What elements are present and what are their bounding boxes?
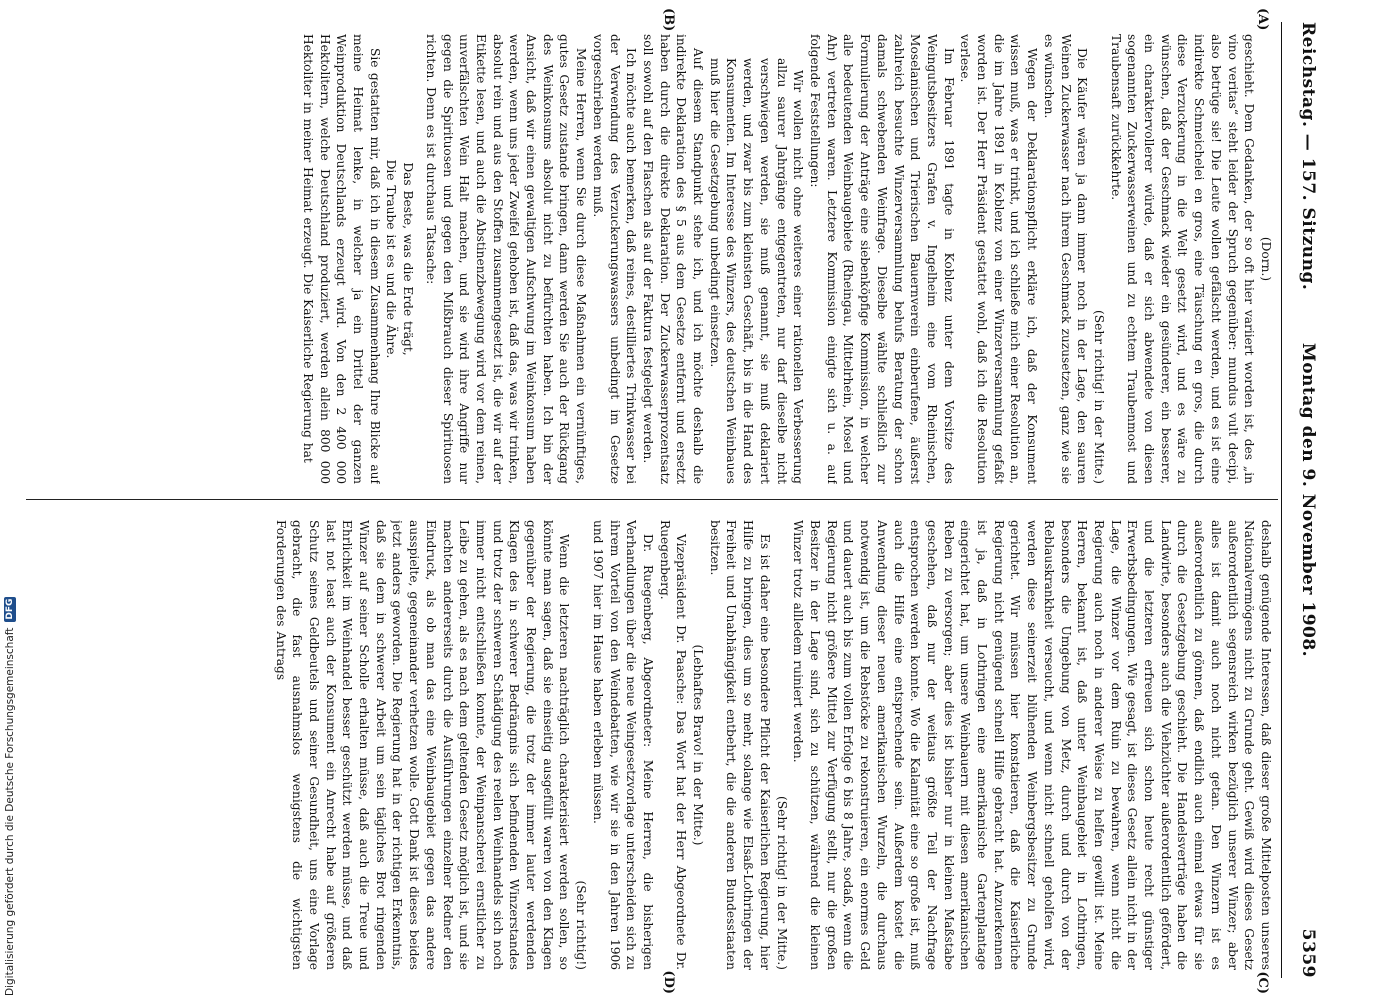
paragraph: Sie gestatten mir, daß ich in diesem Zusammenhang Ihre Blicke auf meine Heimat lenke, in welcher ja ein Drittel der ganzen Weinproduktion Deutschlands erzeugt wird. Von den 2 400 000 Hektolitern, welche Deutschland produziert, werden allein 800 000 Hektoliter in meiner Heimat erzeugt. Die Kaiserliche Regierung hat	[300, 34, 382, 484]
paragraph: Auf diesem Standpunkt stehe ich, und ich möchte deshalb die indirekte Deklaration des § 5 aus dem Gesetze entfernt und ersetzt haben durch die direkte Deklaration. Der Zuckerwasserprozentsatz soll sowohl auf den Flaschen als auf der Faktura festgelegt werden.	[640, 34, 706, 484]
column-divider	[26, 499, 1278, 500]
interjection: (Sehr richtig! in der Mitte.)	[1091, 310, 1106, 484]
paragraph: Die Käufer wären ja dann immer noch in der Lage, den sauren Weinen Zuckerwasser nach ihrem Geschmack zuzusetzen, ganz wie sie es wünschen.	[1041, 34, 1090, 484]
paragraph: Im Februar 1891 tagte in Koblenz unter dem Vorsitze des Weingutsbesitzers Grafen v. Ingelheim eine vom Rheinischen, Moselanischen und Trierischen Bauernverein einberufene, äußerst zahlreich besuchte Winzerversammlung behufs Beratung der schon damals schwebenden Weinfrage. Dieselbe wählte schließlich zur Formulierung der Anträge eine siebenköpfige Kommission, in welcher alle bedeutenden Weinbaugebiete (Rheingau, Mittelrhein, Mosel und Ahr) vertreten waren. Letztere Kommission einigte sich u. a. auf folgende Feststellungen:	[808, 34, 956, 484]
paragraph: Wenn die letzteren nachträglich charakterisiert werden sollen, so könnte man sagen, daß sie einseitig ausgefüllt waren von den Klagen gegenüber der Regierung, die trotz der immer lauter werdenden Klagen des in schwerer Bedrängnis sich befindenden Winzerstandes und trotz der schweren Schädigung des reellen Weinhandels sich noch immer nicht entschließen konnte, der Weinpanscherei ernstlicher zu Leibe zu gehen, als es nach dem geltenden Gesetz möglich ist, und sie machten andererseits durch die Ausführungen einzelner Redner den Eindruck, als ob man das eine Weinbaugebiet gegen das andere ausspielte, gegeneinander verhetzen wolle. Gott Dank ist dieses beides jetzt anders geworden. Die Regierung hat in der richtigen Erkenntnis, daß sie dem in schwerer Arbeit um sein tägliches Brot ringenden Winzer auf seiner Scholle erhalten müsse, daß auch die Treue und Ehrlichkeit im Weinhandel besser geschützt werden müsse, und daß last not least auch der Konsument ein Anrecht habe auf größeren Schutz seines Geldbeutels und seiner Gesundheit, uns eine Vorlage gebracht, die fast ausnahmslos wenigstens die wichtigsten Forderungen des Antrags	[273, 520, 572, 970]
paragraph: Meine Herren, wenn Sie durch diese Maßnahmen ein vernünftiges, gutes Gesetz zustande bringen, dann werden Sie auch der Rückgang des Weinkonsums absolut nicht zu befürchten haben. Ich bin der Ansicht, daß wir einen gewaltigen Aufschwung im Weinkonsum haben werden, wenn uns jeder Zweifel gehoben ist, daß das, was wir trinken, absolut rein und aus den Stoffen zusammengesetzt ist, die wir auf der Etikette lesen, und auch die Abstinenzbewegung wird vor dem reinen, unverfälschten Wein Halt machen, und sie wird ihre Angriffe nur gegen die Spirituosen und gegen den Mißbrauch dieser Spirituosen richten. Denn es ist durchaus Tatsache:	[423, 34, 589, 484]
interjection: (Dorn.)	[1259, 236, 1273, 282]
page-header	[1284, 22, 1318, 978]
right-column	[26, 520, 1274, 970]
header-date: Montag den 9. November 1908.	[1298, 342, 1318, 658]
header-left: Reichstag. — 157. Sitzung.	[1298, 22, 1318, 291]
paragraph: Es ist daher eine besondere Pflicht der Kaiserlichen Regierung, hier Hilfe zu bringen, dies um so mehr, solange wie Elsaß-Lothringen der Freiheit und Unabhängigkeit entbehrt, die die anderen Bundesstaaten besitzen.	[707, 520, 772, 970]
interjection: (Lebhaftes Bravo! in der Mitte.)	[691, 644, 706, 846]
page-number: 5359	[1298, 928, 1318, 978]
left-column	[26, 34, 1274, 484]
paragraph: deshalb genügende Interessen, daß dieser große Mittelposten unseres Nationalvermögens nicht zu Grunde geht. Gewiß wird dieses Gesetz außerordentlich segensreich wirken bezüglich unserer Winzer; aber alles ist damit auch noch nicht getan. Den Winzern ist es außerordentlich zu gönnen, daß endlich auch einmal etwas für sie durch die Gesetzgebung geschieht. Die Handelsverträge haben die Landwirte, besonders auch die Viehzüchter außerordentlich gefördert, und die letzteren erfreuen sich schon heute recht günstiger Erwerbsbedingungen. Wie gesagt, ist dieses Gesetz allein nicht in der Lage, die Winzer vor dem Ruin zu bewahren, wenn nicht die Regierung auch noch in anderer Weise zu helfen gewillt ist. Meine Herren, bekannt ist, daß unter Weinbaugebiet in Lothringen, besonders die Umgebung von Metz, durch und durch von der Reblauskrankheit verseucht, und wenn nicht schnell geholfen wird, werden diese seinerzeit blühenden Weinbergsbesitzer zu Grunde gerichtet. Wir müssen hier konstatieren, daß die Kaiserliche Regierung nicht genügend schnell Hilfe gebracht hat. Anzuerkennen ist ja, daß in Lothringen eine amerikanische Gartenplantage eingerichtet hat, um unsere Weinbauern mit diesen amerikanischen Reben zu versorgen; aber dies ist bisher nur in kleinen Maßstabe geschehen, daß nur der weitaus größte Teil der Nachfrage entsprochen werden konnte. Wo die Kalamität eine so große ist, muß auch die Hilfe eine entsprechende sein. Außerdem kostet die Anwendung dieser neuen amerikanischen Wurzeln, die durchaus notwendig ist, um die Rebstöcke zu rekonstruieren, ein enormes Geld und dauert auch bis zum vollen Erfolge 6 bis 8 Jahre, sodaß, wenn die Regierung nicht größere Mittel zur Verfügung stellt, nur die großen Besitzer in der Lage sind, sich zu schützen, während die kleinen Winzer trotz allledem ruiniert werden.	[791, 520, 1273, 970]
digitization-credit	[4, 597, 16, 996]
paragraph: Dr. Ruegenberg, Abgeordneter: Meine Herren, die bisherigen Verhandlungen über die neue Weingesetzvorlage unterscheiden sich zu ihrem Vorteil von den Weindebatten, wie wir sie in den Jahren 1906 und 1907 hier im Hause haben erleben müssen.	[590, 520, 655, 970]
paragraph: Ich möchte auch bemerken, daß reines, destilliertes Trinkwasser bei der Verwendung des Verzuckerungswassers unbedingt im Gesetze vorgeschrieben werden muß.	[590, 34, 639, 484]
paragraph: Vizepräsident Dr. Paasche: Das Wort hat der Herr Abgeordnete Dr. Ruegenberg.	[657, 520, 689, 970]
interjection: (Sehr richtig!)	[574, 880, 589, 970]
paragraph: geschieht. Dem Gedanken, der so oft hier variiert worden ist, des „in vino veritas“ steht leider der Spruch gegenüber: mundus vult decipi, also betrüge sie! Die Leute wollen gefälscht werden, und es ist eine indirekte Schmeichelei en gros, eine Täuschung en gros, die durch diese Verzuckerung in die Welt gesetzt wird, und es wäre zu wünschen, daß der Geschmack wieder ein gesünderer, ein besserer, ein charaktervollerer würde, daß er sich abwendete von diesen sogenannten Zuckerwasserweinen und zu echtem Traubenmost und Traubensaft zurückkehrte.	[1108, 34, 1257, 484]
credit-text: Digitalisierung gefördert durch die Deutsche Forschungsgemeinschaft	[4, 627, 16, 996]
margin-marker-d: (D)	[661, 970, 676, 994]
margin-marker-a: (A)	[1255, 8, 1270, 31]
paragraph: Wegen der Deklarationspflicht erkläre ich, daß der Konsument wissen muß, was er trinkt, und ich schließe mich einer Resolution an, die im Jahre 1891 in Koblenz von einer Winzerversammlung gefaßt worden ist. Der Herr Präsident gestattet wohl, daß ich die Resolution verlese.	[958, 34, 1040, 484]
paragraph: Wir wollen nicht ohne weiteres einer rationellen Verbesserung allzu saurer Jahrgänge entgegentreten, nur darf dieselbe nicht verschwiegen werden, sie muß genannt, sie muß deklariert werden, und zwar bis zum kleinsten Geschäft, bis in die Hand des Konsumenten. Im Interesse des Winzers, des deutschen Weinbaues muß hier die Gesetzgebung unbedingt einsetzen.	[707, 58, 806, 484]
margin-marker-b: (B)	[661, 8, 676, 32]
verse-line: Die Traube ist es und die Ähre.	[384, 159, 399, 359]
margin-marker-c: (C)	[1255, 971, 1270, 994]
header-rule	[1281, 22, 1282, 978]
interjection: (Sehr richtig! in der Mitte.)	[774, 796, 789, 970]
verse-line: Das Beste, was die Erde trägt,	[401, 162, 416, 356]
dfg-logo: DFG	[5, 598, 15, 620]
